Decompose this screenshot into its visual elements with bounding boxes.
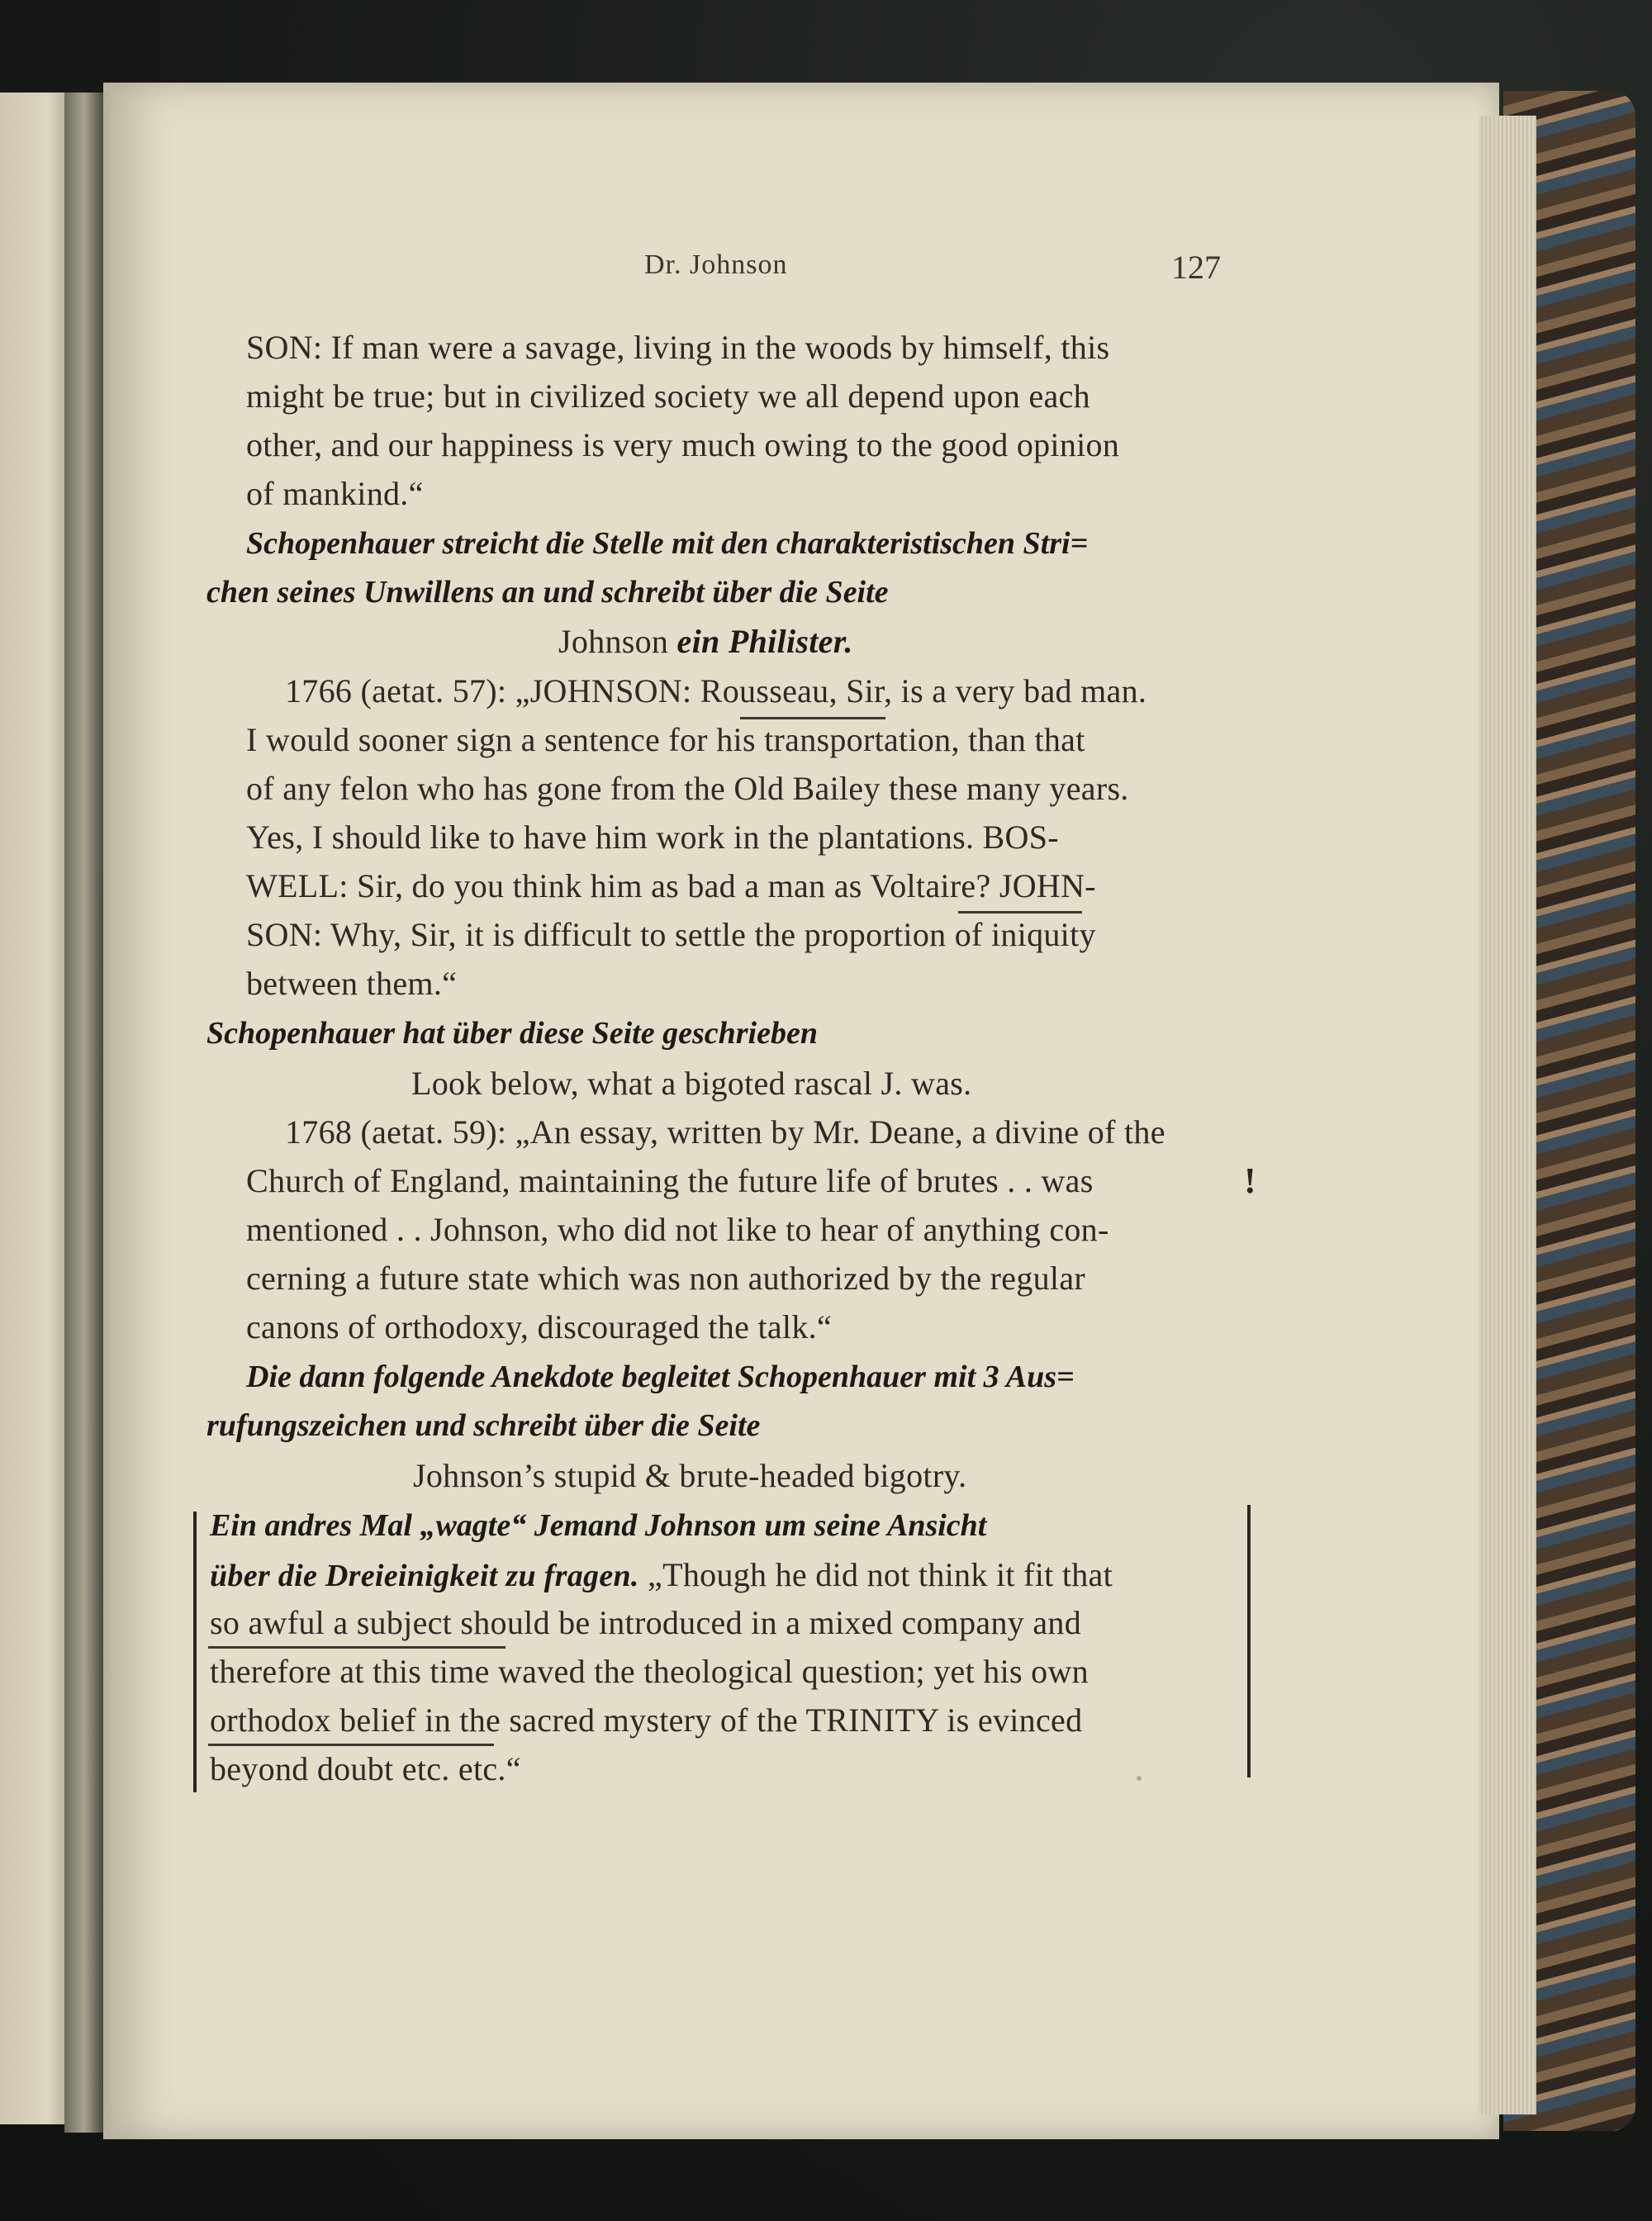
underline-orthodox-belief [208,1744,494,1746]
german-line: chen seines Unwillens an und schreibt über die Seite [206,575,889,610]
underline-voltaire [958,911,1082,914]
german-line: Die dann folgende Anekdote begleitet Schopenhauer mit 3 Aus= [246,1360,1075,1394]
text-line: therefore at this time waved the theological question; yet his own [210,1653,1089,1690]
margin-line-left [193,1512,197,1792]
margin-line-right [1247,1505,1251,1777]
text-line: might be true; but in civilized society we all depend upon each [246,377,1090,415]
text-line: 1766 (aetat. 57): „JOHNSON: Rousseau, Sir, is a very bad man. [285,672,1147,709]
text-line: mentioned . . Johnson, who did not like to hear of anything con- [246,1211,1109,1248]
philistine-english: Johnson [558,623,669,660]
annotation-quote: Johnson’s stupid & brute-headed bigotry. [413,1457,967,1494]
margin-exclamation-mark: ! [1244,1160,1256,1201]
german-line: Schopenhauer streicht die Stelle mit den charakteristischen Stri= [246,526,1089,561]
text-line: of mankind.“ [246,475,424,512]
text-line: orthodox belief in the sacred mystery of the TRINITY is evinced [210,1701,1083,1739]
text-line: of any felon who has gone from the Old Bailey these many years. [246,770,1129,807]
running-head: Dr. Johnson [644,249,788,280]
text-line: between them.“ [246,965,458,1002]
text-line: canons of orthodoxy, discouraged the talk.“ [246,1308,832,1345]
text-line: beyond doubt etc. etc.“ [210,1750,521,1787]
underline-awful-subject [208,1646,506,1649]
philistine-line [558,622,853,661]
text-line: WELL: Sir, do you think him as bad a man as Voltaire? JOHN- [246,867,1096,904]
philistine-german: ein Philister. [676,623,853,660]
text-line: I would sooner sign a sentence for his transportation, than that [246,721,1085,758]
ink-speck [1137,1776,1142,1781]
left-page-edge [0,93,68,2124]
mixed-line [210,1555,1113,1594]
german-line: Schopenhauer hat über diese Seite geschrieben [206,1016,818,1051]
text-line: other, and our happiness is very much owing to the good opinion [246,426,1120,463]
german-inline: über die Dreieinigkeit zu fragen. [210,1559,639,1593]
text-line: Church of England, maintaining the future life of brutes . . was [246,1162,1094,1199]
text-line: Yes, I should like to have him work in the plantations. BOS- [246,819,1059,856]
english-inline: „Though he did not think it fit that [648,1556,1113,1593]
page-edges [1479,116,1536,2114]
german-line: Ein andres Mal „wagte“ Jemand Johnson um seine Ansicht [210,1508,987,1543]
text-line: cerning a future state which was non authorized by the regular [246,1260,1086,1297]
page-number: 127 [1171,249,1221,286]
spine-shadow [64,93,114,2133]
text-line: 1768 (aetat. 59): „An essay, written by Mr. Deane, a divine of the [285,1113,1165,1151]
german-line: rufungszeichen und schreibt über die Seite [206,1408,761,1443]
text-line: SON: If man were a savage, living in the woods by himself, this [246,329,1110,366]
text-line: SON: Why, Sir, it is difficult to settle the proportion of iniquity [246,916,1096,953]
page-header [0,248,1652,289]
underline-rousseau [740,717,885,719]
annotation-quote: Look below, what a bigoted rascal J. was. [411,1065,972,1102]
text-line: so awful a subject should be introduced in a mixed company and [210,1604,1082,1641]
